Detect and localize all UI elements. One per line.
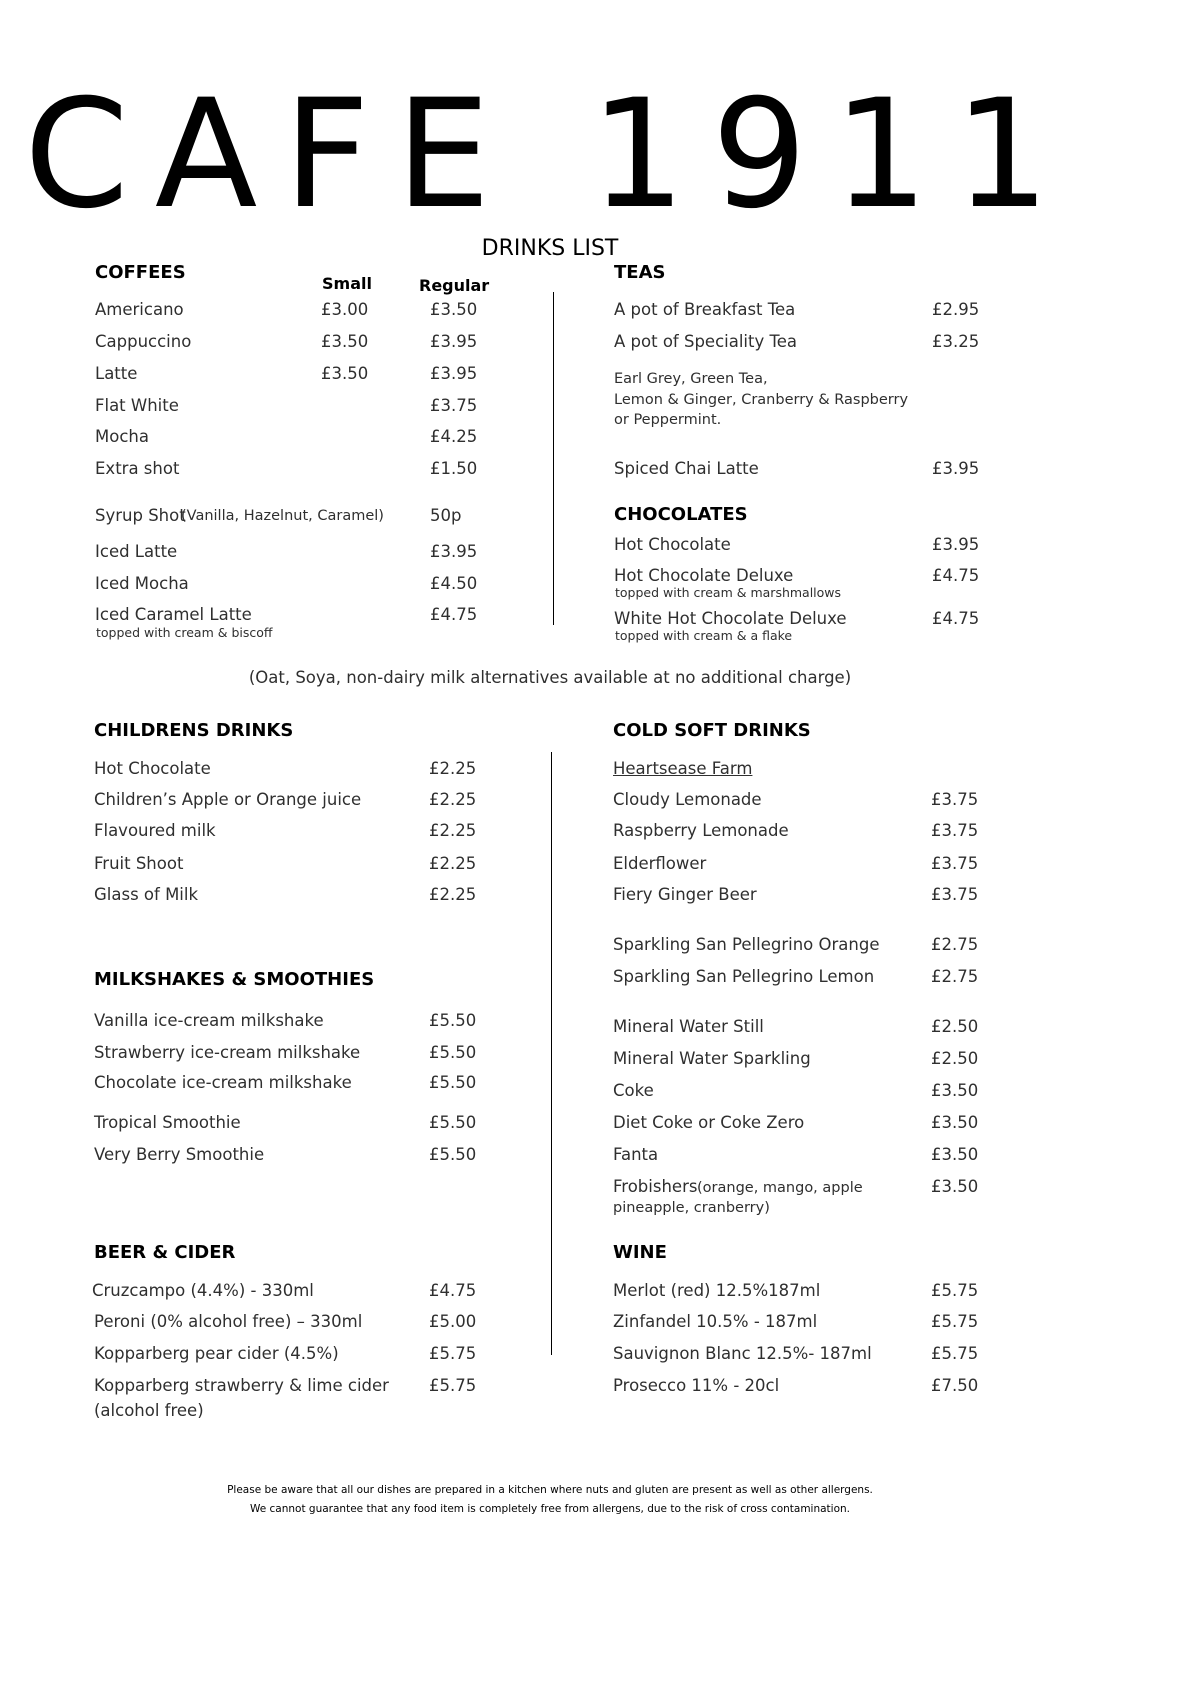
allergen-notice-line: We cannot guarantee that any food item is completely free from allergens, due to the risk of cross contamination. bbox=[249, 1503, 851, 1515]
coffee-item-name: Latte bbox=[95, 364, 138, 383]
cold-drink-item-name: Fanta bbox=[613, 1145, 659, 1164]
childrens-heading: CHILDRENS DRINKS bbox=[94, 720, 294, 741]
milkshake-item-price: £5.50 bbox=[429, 1073, 477, 1092]
milkshake-item-price: £5.50 bbox=[429, 1043, 477, 1062]
childrens-item-price: £2.25 bbox=[429, 790, 477, 809]
coffee-item-name: Mocha bbox=[95, 427, 149, 446]
beer-item-name: Peroni (0% alcohol free) – 330ml bbox=[94, 1312, 363, 1331]
milkshake-item-price: £5.50 bbox=[429, 1113, 477, 1132]
coffee-item-regular-price: £4.50 bbox=[430, 574, 478, 593]
chocolate-item-name: Hot Chocolate bbox=[614, 535, 731, 554]
childrens-item-name: Children’s Apple or Orange juice bbox=[94, 790, 362, 809]
chocolate-item-price: £4.75 bbox=[932, 609, 980, 628]
cold-drink-item-name: Fiery Ginger Beer bbox=[613, 885, 757, 904]
wine-item-price: £5.75 bbox=[931, 1281, 979, 1300]
wine-item-name: Merlot (red) 12.5%187ml bbox=[613, 1281, 821, 1300]
cold-drink-item-name: Elderflower bbox=[613, 854, 707, 873]
milkshakes-heading: MILKSHAKES & SMOOTHIES bbox=[94, 969, 375, 990]
cold-drink-item-name: Coke bbox=[613, 1081, 654, 1100]
childrens-item-price: £2.25 bbox=[429, 885, 477, 904]
wine-item-name: Prosecco 11% - 20cl bbox=[613, 1376, 780, 1395]
tea-varieties-line: or Peppermint. bbox=[614, 412, 722, 428]
chocolate-item-price: £3.95 bbox=[932, 535, 980, 554]
coffees-col-regular: Regular bbox=[419, 276, 490, 295]
cold-drink-item-name: Mineral Water Still bbox=[613, 1017, 764, 1036]
cold-drink-item-price: £3.75 bbox=[931, 821, 979, 840]
milkshake-item-name: Strawberry ice-cream milkshake bbox=[94, 1043, 361, 1062]
wine-item-name: Sauvignon Blanc 12.5%- 187ml bbox=[613, 1344, 872, 1363]
milkshake-item-name: Vanilla ice-cream milkshake bbox=[94, 1011, 324, 1030]
cold-drink-item-name: Frobishers bbox=[613, 1177, 698, 1196]
coffee-item-name: Iced Caramel Latte bbox=[95, 605, 252, 624]
cold-drink-item-price: £2.50 bbox=[931, 1017, 979, 1036]
beer-item-price: £5.75 bbox=[429, 1376, 477, 1395]
cold-drink-item-name: Sparkling San Pellegrino Orange bbox=[613, 935, 880, 954]
cold-drinks-brand: Heartsease Farm bbox=[613, 759, 753, 778]
coffee-item-name: Extra shot bbox=[95, 459, 180, 478]
cold-drink-item-price: £3.75 bbox=[931, 790, 979, 809]
beer-item-name: Kopparberg strawberry & lime cider bbox=[94, 1376, 389, 1395]
coffees-heading: COFFEES bbox=[95, 262, 186, 283]
beer-item-name: Cruzcampo (4.4%) - 330ml bbox=[92, 1281, 314, 1300]
coffee-item-regular-price: £3.95 bbox=[430, 364, 478, 383]
allergen-notice-line: Please be aware that all our dishes are prepared in a kitchen where nuts and gluten are present as well as other allergens. bbox=[227, 1484, 873, 1496]
cold-drink-item-note-line2: pineapple, cranberry) bbox=[613, 1200, 770, 1216]
coffee-item-name: Syrup Shot bbox=[95, 506, 186, 525]
wine-item-price: £7.50 bbox=[931, 1376, 979, 1395]
coffee-item-regular-price: 50p bbox=[430, 506, 462, 525]
milkshake-item-price: £5.50 bbox=[429, 1011, 477, 1030]
beer-item-price: £5.75 bbox=[429, 1344, 477, 1363]
milk-alternatives-note: (Oat, Soya, non-dairy milk alternatives available at no additional charge) bbox=[248, 668, 852, 687]
wine-item-price: £5.75 bbox=[931, 1312, 979, 1331]
wine-heading: WINE bbox=[613, 1242, 667, 1263]
coffee-item-regular-price: £3.95 bbox=[430, 542, 478, 561]
cold-drink-item-price: £3.75 bbox=[931, 885, 979, 904]
childrens-item-price: £2.25 bbox=[429, 854, 477, 873]
tea-item-price: £3.95 bbox=[932, 459, 980, 478]
coffee-item-note: (Vanilla, Hazelnut, Caramel) bbox=[181, 508, 384, 524]
childrens-item-price: £2.25 bbox=[429, 821, 477, 840]
drinks-list-subtitle: DRINKS LIST bbox=[481, 236, 619, 261]
wine-item-price: £5.75 bbox=[931, 1344, 979, 1363]
beer-item-name-line2: (alcohol free) bbox=[94, 1401, 204, 1420]
coffee-item-note: topped with cream & biscoff bbox=[96, 625, 273, 640]
cafe-logo-title: CAFE 1911 bbox=[24, 68, 1076, 242]
coffee-item-name: Americano bbox=[95, 300, 184, 319]
teas-heading: TEAS bbox=[614, 262, 666, 283]
coffee-item-small-price: £3.00 bbox=[321, 300, 369, 319]
cold-drink-item-note: (orange, mango, apple bbox=[697, 1180, 863, 1196]
cold-drink-item-name: Cloudy Lemonade bbox=[613, 790, 762, 809]
tea-item-price: £2.95 bbox=[932, 300, 980, 319]
childrens-item-name: Flavoured milk bbox=[94, 821, 216, 840]
tea-item-price: £3.25 bbox=[932, 332, 980, 351]
cold-drink-item-price: £3.50 bbox=[931, 1113, 979, 1132]
chocolates-heading: CHOCOLATES bbox=[614, 504, 748, 525]
cold-drink-item-name: Diet Coke or Coke Zero bbox=[613, 1113, 805, 1132]
tea-item-name: A pot of Speciality Tea bbox=[614, 332, 798, 351]
beer-item-price: £5.00 bbox=[429, 1312, 477, 1331]
column-divider-bottom bbox=[551, 752, 552, 1355]
cold-drink-item-name: Raspberry Lemonade bbox=[613, 821, 789, 840]
coffee-item-regular-price: £3.50 bbox=[430, 300, 478, 319]
childrens-item-price: £2.25 bbox=[429, 759, 477, 778]
chocolate-item-note: topped with cream & a flake bbox=[615, 628, 793, 643]
milkshake-item-name: Very Berry Smoothie bbox=[94, 1145, 265, 1164]
coffee-item-small-price: £3.50 bbox=[321, 364, 369, 383]
coffee-item-name: Cappuccino bbox=[95, 332, 192, 351]
cold-drink-item-price: £3.50 bbox=[931, 1177, 979, 1196]
cold-drink-item-price: £3.50 bbox=[931, 1145, 979, 1164]
cold-drink-item-price: £3.50 bbox=[931, 1081, 979, 1100]
chocolate-item-name: Hot Chocolate Deluxe bbox=[614, 566, 794, 585]
coffee-item-regular-price: £3.95 bbox=[430, 332, 478, 351]
coffee-item-regular-price: £1.50 bbox=[430, 459, 478, 478]
beer-item-price: £4.75 bbox=[429, 1281, 477, 1300]
coffee-item-regular-price: £4.25 bbox=[430, 427, 478, 446]
beer-item-name: Kopparberg pear cider (4.5%) bbox=[94, 1344, 339, 1363]
tea-varieties-line: Earl Grey, Green Tea, bbox=[614, 371, 768, 387]
chocolate-item-note: topped with cream & marshmallows bbox=[615, 585, 842, 600]
childrens-item-name: Hot Chocolate bbox=[94, 759, 211, 778]
coffee-item-name: Iced Latte bbox=[95, 542, 178, 561]
coffee-item-small-price: £3.50 bbox=[321, 332, 369, 351]
milkshake-item-name: Chocolate ice-cream milkshake bbox=[94, 1073, 352, 1092]
childrens-item-name: Fruit Shoot bbox=[94, 854, 184, 873]
coffee-item-name: Flat White bbox=[95, 396, 179, 415]
milkshake-item-price: £5.50 bbox=[429, 1145, 477, 1164]
coffees-col-small: Small bbox=[322, 274, 372, 293]
tea-item-name: A pot of Breakfast Tea bbox=[614, 300, 796, 319]
cold-drink-item-price: £2.75 bbox=[931, 967, 979, 986]
milkshake-item-name: Tropical Smoothie bbox=[94, 1113, 241, 1132]
cold-drink-item-price: £2.75 bbox=[931, 935, 979, 954]
wine-item-name: Zinfandel 10.5% - 187ml bbox=[613, 1312, 818, 1331]
coffee-item-regular-price: £4.75 bbox=[430, 605, 478, 624]
tea-item-name: Spiced Chai Latte bbox=[614, 459, 759, 478]
chocolate-item-price: £4.75 bbox=[932, 566, 980, 585]
tea-varieties-line: Lemon & Ginger, Cranberry & Raspberry bbox=[614, 392, 909, 408]
beer-heading: BEER & CIDER bbox=[94, 1242, 236, 1263]
coffee-item-name: Iced Mocha bbox=[95, 574, 189, 593]
column-divider-top bbox=[553, 292, 554, 625]
cold-drink-item-price: £3.75 bbox=[931, 854, 979, 873]
cold-drinks-heading: COLD SOFT DRINKS bbox=[613, 720, 811, 741]
cold-drink-item-name: Sparkling San Pellegrino Lemon bbox=[613, 967, 875, 986]
cold-drink-item-price: £2.50 bbox=[931, 1049, 979, 1068]
chocolate-item-name: White Hot Chocolate Deluxe bbox=[614, 609, 847, 628]
cold-drink-item-name: Mineral Water Sparkling bbox=[613, 1049, 811, 1068]
coffee-item-regular-price: £3.75 bbox=[430, 396, 478, 415]
childrens-item-name: Glass of Milk bbox=[94, 885, 199, 904]
